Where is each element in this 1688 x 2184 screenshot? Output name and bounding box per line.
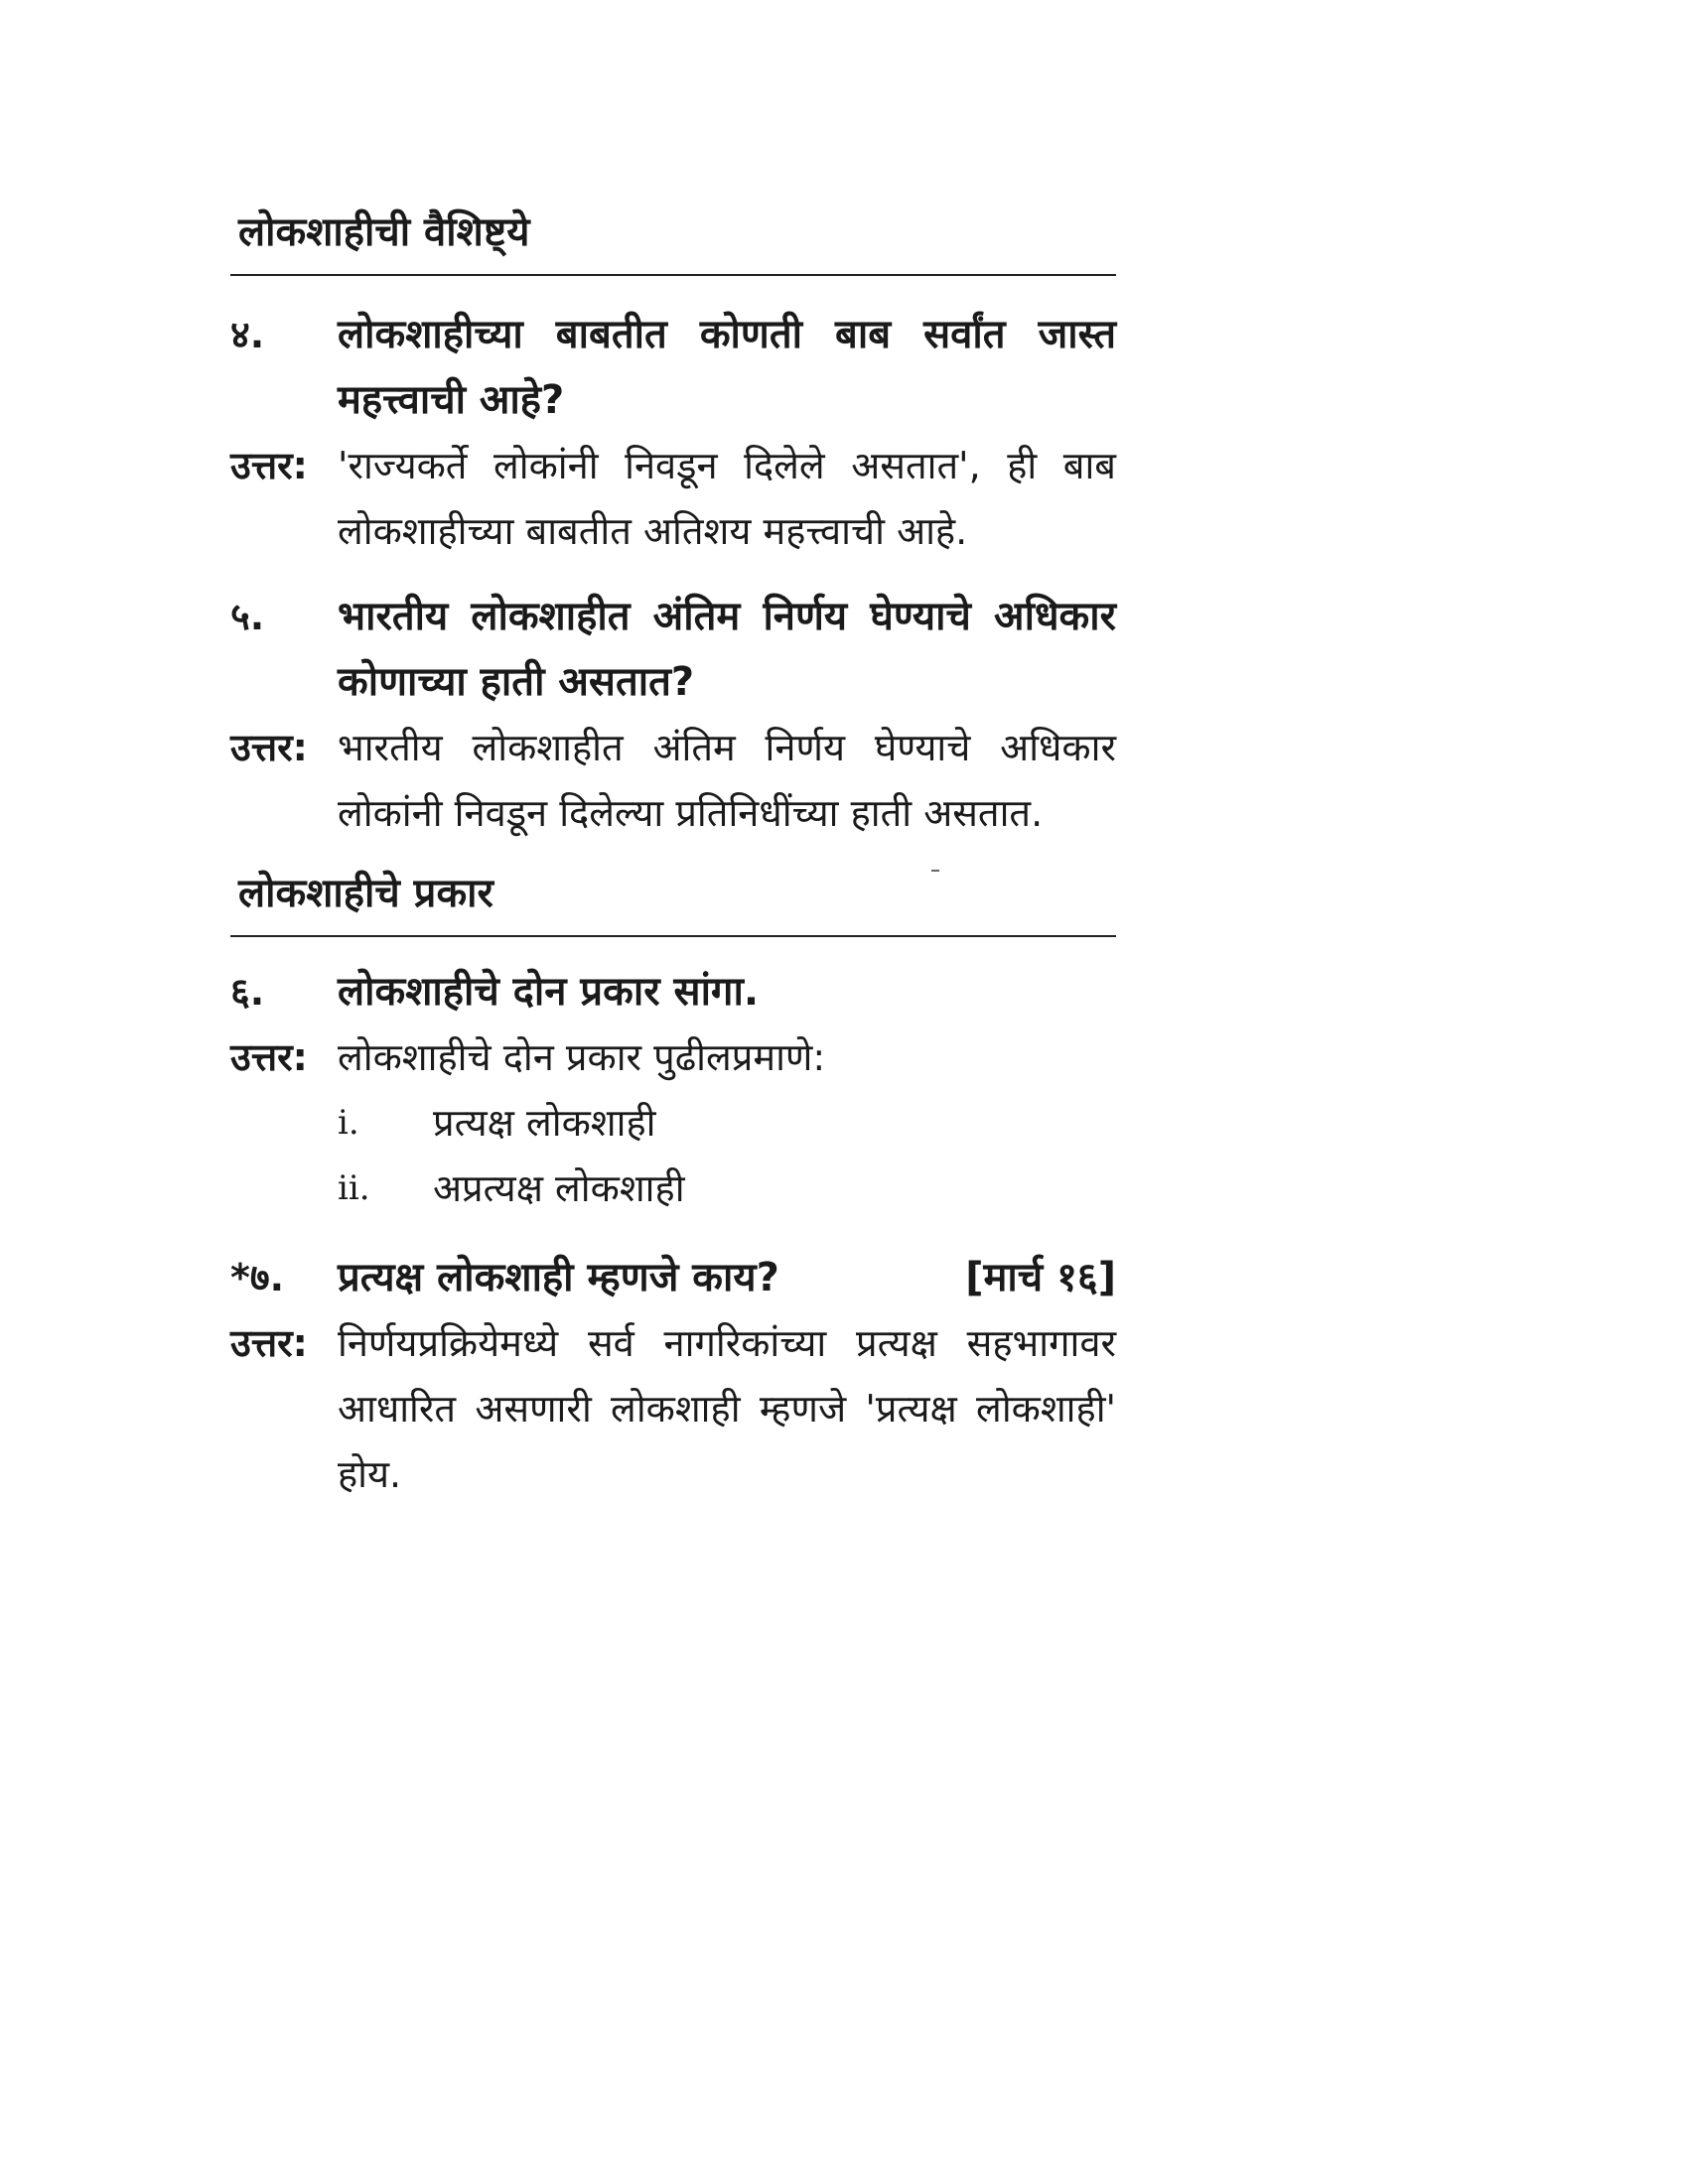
qa-block-5 bbox=[230, 584, 1116, 846]
section-heading-features bbox=[230, 205, 1116, 276]
answer-row bbox=[230, 1310, 1116, 1507]
answer-text: निर्णयप्रक्रियेमध्ये सर्व नागरिकांच्या प्रत्यक्ष सहभागावर आधारित असणारी लोकशाही म्हणजे 'प्रत्यक्ष लोकशाही' होय. bbox=[338, 1321, 1116, 1496]
list-marker: ii. bbox=[338, 1168, 370, 1208]
question-text-with-tag bbox=[338, 1245, 1116, 1310]
answer-label: उत्तर: bbox=[230, 726, 308, 769]
section-title: लोकशाहीची वैशिष्ट्ये bbox=[230, 205, 1116, 276]
exam-tag: [मार्च १६] bbox=[965, 1255, 1116, 1300]
list-item-text: अप्रत्यक्ष लोकशाही bbox=[433, 1166, 685, 1210]
answer-text: 'राज्यकर्ते लोकांनी निवडून दिलेले असतात', ही बाब लोकशाहीच्या बाबतीत अतिशय महत्त्वाची आहे. bbox=[338, 444, 1116, 553]
list-item bbox=[338, 1156, 1116, 1221]
answer-text: लोकशाहीचे दोन प्रकार पुढीलप्रमाणे: bbox=[338, 1035, 826, 1079]
qa-block-6 bbox=[230, 959, 1116, 1221]
list-item bbox=[338, 1090, 1116, 1156]
section-heading-types bbox=[230, 866, 1116, 937]
qa-block-7 bbox=[230, 1245, 1116, 1507]
answer-row bbox=[230, 715, 1116, 846]
answer-label: उत्तर: bbox=[230, 1321, 308, 1365]
list-marker: i. bbox=[338, 1103, 359, 1143]
question-text: लोकशाहीचे दोन प्रकार सांगा. bbox=[338, 969, 760, 1015]
question-text: लोकशाहीच्या बाबतीत कोणती बाब सर्वांत जास्त महत्त्वाची आहे? bbox=[338, 312, 1116, 423]
section-title: लोकशाहीचे प्रकार bbox=[230, 866, 1116, 937]
question-number: *७. bbox=[230, 1256, 285, 1299]
question-row bbox=[230, 959, 1116, 1024]
question-number: ५. bbox=[230, 595, 265, 638]
answer-row bbox=[230, 433, 1116, 564]
question-text: प्रत्यक्ष लोकशाही म्हणजे काय? bbox=[338, 1255, 779, 1300]
question-row bbox=[230, 1245, 1116, 1310]
question-row bbox=[230, 302, 1116, 433]
question-text: भारतीय लोकशाहीत अंतिम निर्णय घेण्याचे अधिकार कोणाच्या हाती असतात? bbox=[338, 594, 1116, 705]
question-number: ६. bbox=[230, 970, 265, 1014]
list-item-text: प्रत्यक्ष लोकशाही bbox=[433, 1101, 656, 1145]
answer-label: उत्तर: bbox=[230, 444, 308, 487]
question-number: ४. bbox=[230, 313, 265, 356]
qa-block-4 bbox=[230, 302, 1116, 564]
answer-list bbox=[338, 1090, 1116, 1221]
answer-row bbox=[230, 1024, 1116, 1090]
answer-label: उत्तर: bbox=[230, 1035, 308, 1079]
answer-text: भारतीय लोकशाहीत अंतिम निर्णय घेण्याचे अधिकार लोकांनी निवडून दिलेल्या प्रतिनिधींच्या हाती असतात. bbox=[338, 726, 1116, 835]
question-row bbox=[230, 584, 1116, 715]
